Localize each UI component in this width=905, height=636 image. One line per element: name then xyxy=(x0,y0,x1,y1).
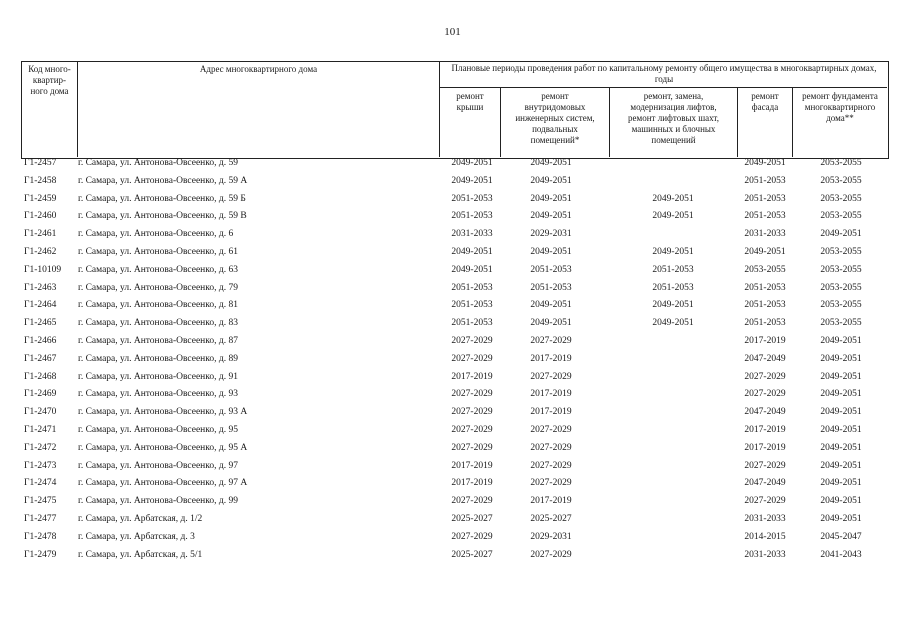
house-address: г. Самара, ул. Арбатская, д. 5/1 xyxy=(78,549,203,560)
foundation-period: 2041-2043 xyxy=(820,549,862,560)
foundation-period: 2049-2051 xyxy=(820,407,862,418)
table-row xyxy=(0,407,905,425)
roof-period: 2027-2029 xyxy=(451,531,493,542)
house-address: г. Самара, ул. Антонова-Овсеенко, д. 83 xyxy=(78,318,238,329)
house-address: г. Самара, ул. Антонова-Овсеенко, д. 81 xyxy=(78,300,238,311)
facade-period: 2053-2055 xyxy=(744,264,786,275)
house-code: Г1-2474 xyxy=(24,478,57,489)
table-row xyxy=(0,283,905,301)
table-row xyxy=(0,318,905,336)
engineering-period: 2049-2051 xyxy=(530,211,572,222)
lift-period: 2049-2051 xyxy=(652,211,694,222)
facade-period: 2031-2033 xyxy=(744,514,786,524)
house-code: Г1-2471 xyxy=(24,425,57,435)
house-code: Г1-2478 xyxy=(24,531,57,542)
facade-period: 2017-2019 xyxy=(744,442,786,453)
header-lifts: ремонт, замена, модернизация лифтов, ремонт лифтовых шахт, машинных и блочных помещений xyxy=(628,91,719,145)
house-address: г. Самара, ул. Антонова-Овсеенко, д. 97 А xyxy=(78,478,248,489)
facade-period: 2051-2053 xyxy=(744,282,786,293)
foundation-period: 2053-2055 xyxy=(820,158,862,168)
house-address: г. Самара, ул. Арбатская, д. 1/2 xyxy=(78,514,203,524)
roof-period: 2027-2029 xyxy=(451,407,493,418)
header-roof: ремонт крыши xyxy=(456,91,484,112)
table-row xyxy=(0,389,905,407)
table-row xyxy=(0,372,905,390)
house-address: г. Самара, ул. Антонова-Овсеенко, д. 87 xyxy=(78,336,238,346)
roof-period: 2051-2053 xyxy=(451,300,493,311)
header-foundation: ремонт фундамента многоквартирного дома** xyxy=(802,91,878,123)
house-code: Г1-2461 xyxy=(24,229,57,240)
foundation-period: 2049-2051 xyxy=(820,371,862,382)
facade-period: 2027-2029 xyxy=(744,371,786,382)
table-row xyxy=(0,461,905,479)
foundation-period: 2049-2051 xyxy=(820,425,862,435)
house-code: Г1-10109 xyxy=(24,264,62,275)
roof-period: 2027-2029 xyxy=(451,336,493,346)
facade-period: 2014-2015 xyxy=(744,531,786,542)
house-address: г. Самара, ул. Антонова-Овсеенко, д. 59 Б xyxy=(78,193,246,204)
roof-period: 2027-2029 xyxy=(451,389,493,400)
lift-period: 2051-2053 xyxy=(652,264,694,275)
engineering-period: 2027-2029 xyxy=(530,442,572,453)
facade-period: 2047-2049 xyxy=(744,478,786,489)
foundation-period: 2053-2055 xyxy=(820,193,862,204)
house-address: г. Самара, ул. Антонова-Овсеенко, д. 89 xyxy=(78,353,238,364)
engineering-period: 2049-2051 xyxy=(530,318,572,329)
house-code: Г1-2464 xyxy=(24,300,57,311)
table-row xyxy=(0,158,905,176)
facade-period: 2031-2033 xyxy=(744,229,786,240)
foundation-period: 2053-2055 xyxy=(820,211,862,222)
roof-period: 2049-2051 xyxy=(451,247,493,257)
header-divider xyxy=(77,61,78,157)
facade-period: 2047-2049 xyxy=(744,407,786,418)
facade-period: 2027-2029 xyxy=(744,496,786,507)
house-code: Г1-2477 xyxy=(24,514,57,524)
house-code: Г1-2460 xyxy=(24,211,57,222)
house-address: г. Самара, ул. Антонова-Овсеенко, д. 95 xyxy=(78,425,238,435)
house-code: Г1-2465 xyxy=(24,318,57,329)
foundation-period: 2053-2055 xyxy=(820,264,862,275)
engineering-period: 2017-2019 xyxy=(530,496,572,507)
roof-period: 2049-2051 xyxy=(451,264,493,275)
header-periods: Плановые периоды проведения работ по капитальному ремонту общего имущества в многоквартирных домах, годы xyxy=(451,63,877,84)
facade-period: 2051-2053 xyxy=(744,193,786,204)
house-address: г. Самара, ул. Антонова-Овсеенко, д. 91 xyxy=(78,371,238,382)
lift-period: 2049-2051 xyxy=(652,193,694,204)
house-code: Г1-2472 xyxy=(24,442,57,453)
foundation-period: 2049-2051 xyxy=(820,336,862,346)
table-row xyxy=(0,496,905,514)
roof-period: 2049-2051 xyxy=(451,158,493,168)
roof-period: 2031-2033 xyxy=(451,229,493,240)
roof-period: 2051-2053 xyxy=(451,193,493,204)
house-address: г. Самара, ул. Антонова-Овсеенко, д. 95 А xyxy=(78,442,248,453)
house-code: Г1-2457 xyxy=(24,158,57,168)
house-code: Г1-2462 xyxy=(24,247,57,257)
roof-period: 2027-2029 xyxy=(451,496,493,507)
house-code: Г1-2479 xyxy=(24,549,57,560)
foundation-period: 2049-2051 xyxy=(820,229,862,240)
engineering-period: 2051-2053 xyxy=(530,264,572,275)
house-address: г. Самара, ул. Антонова-Овсеенко, д. 59 В xyxy=(78,211,247,222)
foundation-period: 2049-2051 xyxy=(820,353,862,364)
roof-period: 2025-2027 xyxy=(451,549,493,560)
house-code: Г1-2468 xyxy=(24,371,57,382)
lift-period: 2049-2051 xyxy=(652,300,694,311)
house-code: Г1-2475 xyxy=(24,496,57,507)
engineering-period: 2049-2051 xyxy=(530,158,572,168)
foundation-period: 2049-2051 xyxy=(820,460,862,471)
house-code: Г1-2463 xyxy=(24,282,57,293)
house-address: г. Самара, ул. Антонова-Овсеенко, д. 61 xyxy=(78,247,238,257)
engineering-period: 2049-2051 xyxy=(530,300,572,311)
facade-period: 2051-2053 xyxy=(744,300,786,311)
facade-period: 2017-2019 xyxy=(744,425,786,435)
engineering-period: 2025-2027 xyxy=(530,514,572,524)
table-row xyxy=(0,176,905,194)
facade-period: 2051-2053 xyxy=(744,211,786,222)
house-address: г. Самара, ул. Антонова-Овсеенко, д. 63 xyxy=(78,264,238,275)
foundation-period: 2053-2055 xyxy=(820,318,862,329)
house-code: Г1-2466 xyxy=(24,336,57,346)
engineering-period: 2017-2019 xyxy=(530,389,572,400)
table-row xyxy=(0,229,905,247)
engineering-period: 2027-2029 xyxy=(530,336,572,346)
engineering-period: 2049-2051 xyxy=(530,175,572,186)
house-code: Г1-2459 xyxy=(24,193,57,204)
foundation-period: 2049-2051 xyxy=(820,478,862,489)
facade-period: 2031-2033 xyxy=(744,549,786,560)
table-row xyxy=(0,532,905,550)
header-code: Код много- квартир- ного дома xyxy=(28,64,71,96)
facade-period: 2051-2053 xyxy=(744,175,786,186)
facade-period: 2047-2049 xyxy=(744,353,786,364)
engineering-period: 2027-2029 xyxy=(530,371,572,382)
table-row xyxy=(0,443,905,461)
foundation-period: 2053-2055 xyxy=(820,300,862,311)
engineering-period: 2027-2029 xyxy=(530,425,572,435)
foundation-period: 2045-2047 xyxy=(820,531,862,542)
header-address: Адрес многоквартирного дома xyxy=(199,64,318,74)
lift-period: 2049-2051 xyxy=(652,318,694,329)
table-row xyxy=(0,354,905,372)
table-row xyxy=(0,265,905,283)
engineering-period: 2017-2019 xyxy=(530,407,572,418)
table-row xyxy=(0,425,905,443)
house-address: г. Самара, ул. Антонова-Овсеенко, д. 59 А xyxy=(78,175,248,186)
table-row xyxy=(0,211,905,229)
header-divider xyxy=(439,87,887,88)
roof-period: 2027-2029 xyxy=(451,425,493,435)
page-number: 101 xyxy=(444,26,461,38)
foundation-period: 2049-2051 xyxy=(820,496,862,507)
facade-period: 2017-2019 xyxy=(744,336,786,346)
roof-period: 2051-2053 xyxy=(451,282,493,293)
roof-period: 2017-2019 xyxy=(451,371,493,382)
engineering-period: 2049-2051 xyxy=(530,247,572,257)
header-engineering: ремонт внутридомовых инженерных систем, подвальных помещений* xyxy=(515,91,595,145)
house-address: г. Самара, ул. Антонова-Овсеенко, д. 93 xyxy=(78,389,238,400)
lift-period: 2051-2053 xyxy=(652,282,694,293)
house-address: г. Самара, ул. Антонова-Овсеенко, д. 6 xyxy=(78,229,234,240)
roof-period: 2027-2029 xyxy=(451,353,493,364)
roof-period: 2051-2053 xyxy=(451,318,493,329)
table-row xyxy=(0,300,905,318)
engineering-period: 2051-2053 xyxy=(530,282,572,293)
foundation-period: 2053-2055 xyxy=(820,175,862,186)
roof-period: 2025-2027 xyxy=(451,514,493,524)
house-code: Г1-2469 xyxy=(24,389,57,400)
engineering-period: 2027-2029 xyxy=(530,478,572,489)
table-row xyxy=(0,478,905,496)
house-address: г. Самара, ул. Арбатская, д. 3 xyxy=(78,531,195,542)
table-row xyxy=(0,550,905,568)
table-row xyxy=(0,336,905,354)
engineering-period: 2029-2031 xyxy=(530,229,572,240)
roof-period: 2051-2053 xyxy=(451,211,493,222)
engineering-period: 2027-2029 xyxy=(530,549,572,560)
roof-period: 2027-2029 xyxy=(451,442,493,453)
lift-period: 2049-2051 xyxy=(652,247,694,257)
house-code: Г1-2473 xyxy=(24,460,57,471)
house-address: г. Самара, ул. Антонова-Овсеенко, д. 99 xyxy=(78,496,238,507)
foundation-period: 2049-2051 xyxy=(820,389,862,400)
table-row xyxy=(0,247,905,265)
house-address: г. Самара, ул. Антонова-Овсеенко, д. 59 xyxy=(78,158,238,168)
engineering-period: 2049-2051 xyxy=(530,193,572,204)
table-row xyxy=(0,194,905,212)
facade-period: 2051-2053 xyxy=(744,318,786,329)
house-address: г. Самара, ул. Антонова-Овсеенко, д. 79 xyxy=(78,282,238,293)
table-row xyxy=(0,514,905,532)
roof-period: 2049-2051 xyxy=(451,175,493,186)
facade-period: 2027-2029 xyxy=(744,389,786,400)
facade-period: 2049-2051 xyxy=(744,247,786,257)
engineering-period: 2017-2019 xyxy=(530,353,572,364)
foundation-period: 2053-2055 xyxy=(820,282,862,293)
house-code: Г1-2470 xyxy=(24,407,57,418)
house-address: г. Самара, ул. Антонова-Овсеенко, д. 97 xyxy=(78,460,238,471)
header-facade: ремонт фасада xyxy=(751,91,779,112)
roof-period: 2017-2019 xyxy=(451,478,493,489)
roof-period: 2017-2019 xyxy=(451,460,493,471)
facade-period: 2049-2051 xyxy=(744,158,786,168)
house-code: Г1-2458 xyxy=(24,175,57,186)
engineering-period: 2029-2031 xyxy=(530,531,572,542)
foundation-period: 2053-2055 xyxy=(820,247,862,257)
foundation-period: 2049-2051 xyxy=(820,442,862,453)
house-code: Г1-2467 xyxy=(24,353,57,364)
engineering-period: 2027-2029 xyxy=(530,460,572,471)
house-address: г. Самара, ул. Антонова-Овсеенко, д. 93 А xyxy=(78,407,248,418)
foundation-period: 2049-2051 xyxy=(820,514,862,524)
facade-period: 2027-2029 xyxy=(744,460,786,471)
